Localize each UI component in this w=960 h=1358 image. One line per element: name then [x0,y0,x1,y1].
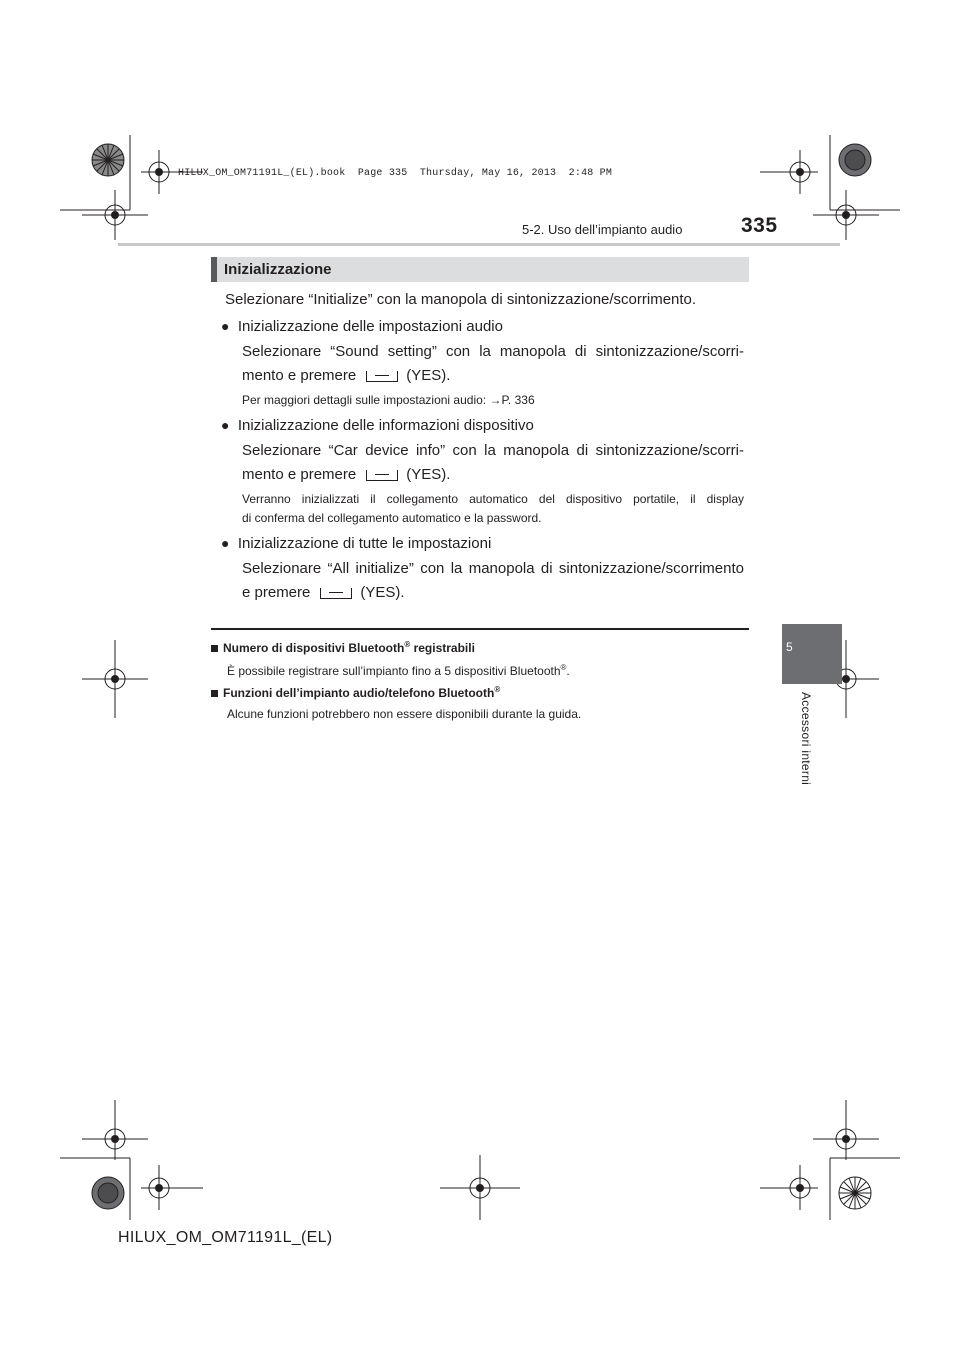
square-bullet-icon [211,645,218,652]
footer-code: HILUX_OM_OM71191L_(EL) [118,1229,333,1246]
crosshair-icon [141,1165,203,1210]
list-item [221,415,534,436]
chapter-tab-number: 5 [786,640,793,654]
crosshair-icon [760,1165,818,1210]
note-text: Alcune funzioni potrebbero non essere disponibili durante la guida. [227,707,582,721]
list-item [221,316,503,337]
crosshair-icon [813,1100,879,1160]
section-title: 5-2. Uso dell’impianto audio [522,222,683,237]
item-text: mento e premere (YES). [242,466,451,483]
item-title: Inizializzazione delle informazioni dispositivo [237,417,534,434]
list-item [221,533,491,554]
chapter-tab [782,624,842,684]
page-heading: Inizializzazione [224,261,332,278]
item-text: mento e premere (YES). [242,367,451,384]
bullet-icon: ● [221,318,230,334]
book-info-line: HILUX_OM_OM71191L_(EL).book Page 335 Thursday, May 16, 2013 2:48 PM [178,168,613,179]
item-note: Verranno inizializzati il collegamento automatico del dispositivo portatile, il display [242,492,744,506]
intro-text: Selezionare “Initialize” con la manopola di sintonizzazione/scorrimento. [225,291,697,308]
radial-target-icon [92,144,124,176]
item-note: Per maggiori dettagli sulle impostazioni audio: →P. 336 [242,393,535,407]
item-text: Selezionare “Sound setting” con la manopola di sintonizzazione/scorri- [242,343,744,360]
yes-key-icon [366,470,398,481]
bullet-icon: ● [221,535,230,551]
chapter-tab-label: Accessori interni [799,692,813,786]
radial-target-icon [92,1177,124,1209]
radial-target-icon [839,1177,871,1209]
crosshair-icon [82,1100,148,1160]
yes-key-icon [320,588,352,599]
square-bullet-icon [211,690,218,697]
crosshair-icon [760,150,818,194]
item-text: Selezionare “All initialize” con la manopola di sintonizzazione/scorrimento [242,560,744,577]
note-text: È possibile registrare sull’impianto fino a 5 dispositivi Bluetooth®. [227,663,570,678]
item-title: Inizializzazione delle impostazioni audio [237,318,503,335]
item-note: di conferma del collegamento automatico e la password. [242,511,542,525]
page-number: 335 [741,214,778,237]
item-text: Selezionare “Car device info” con la manopola di sintonizzazione/scorri- [242,442,744,459]
radial-target-icon [839,144,871,176]
item-title: Inizializzazione di tutte le impostazioni [237,535,492,552]
yes-key-icon [366,371,398,382]
header-rule [118,243,840,246]
note-title: Numero di dispositivi Bluetooth® registrabili [211,640,475,655]
notes-divider [211,628,749,630]
note-title: Funzioni dell’impianto audio/telefono Bluetooth® [211,685,500,700]
bullet-icon: ● [221,417,230,433]
item-text: e premere (YES). [242,584,405,601]
